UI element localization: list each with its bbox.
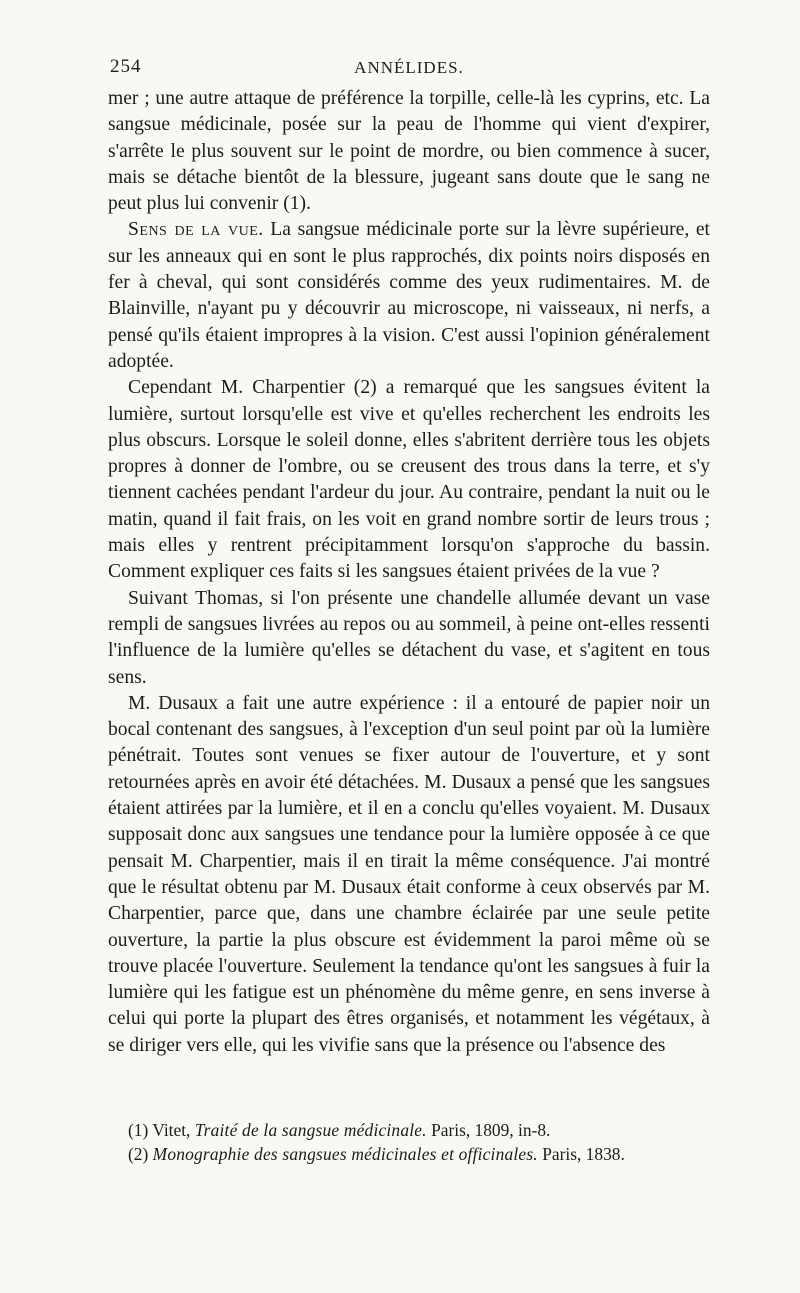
paragraph-2-text: La sangsue médicinale porte sur la lèvre supérieure, et sur les anneaux qui en sont le plus rapprochés, dix points noirs disposés en fer à cheval, qui sont considérés comme des yeux rudimentaires. M. de Blainville, n'ayant pu y découvrir au microscope, ni vaisseaux, ni nerfs, a pensé qu'ils étaient impropres à la vision. C'est aussi l'opinion généralement adoptée. [108, 219, 710, 372]
page-number: 254 [110, 56, 142, 77]
paragraph-4: Suivant Thomas, si l'on présente une chandelle allumée devant un vase rempli de sangsues livrées au repos ou au sommeil, à peine ont-elles ressenti l'influence de la lumière qu'elles se détachent du vase, et s'agitent en tous sens. [108, 587, 710, 688]
footnote-publication: Paris, 1838. [537, 1144, 625, 1164]
paragraph-2 [108, 217, 710, 375]
paragraph-3: Cependant M. Charpentier (2) a remarqué que les sangsues évitent la lumière, surtout lorsqu'elle est vive et qu'elles recherchent les endroits les plus obscurs. Lorsque le soleil donne, elles s'abritent derrière tous les objets propres à donner de l'ombre, ou se creusent des trous dans la terre, et s'y tiennent cachées pendant l'ardeur du jour. Au contraire, pendant la nuit ou le matin, quand il fait frais, on les voit en grand nombre sortir de leurs trous ; mais elles y rentrent précipitamment lorsqu'on s'approche du bassin. Comment expliquer ces faits si les sangsues étaient privées de la vue ? [108, 377, 710, 583]
footnote-title: Traité de la sangsue médicinale. [194, 1120, 427, 1140]
footnote-1 [128, 1118, 625, 1142]
running-title: ANNÉLIDES. [354, 58, 464, 77]
footnote-title: Monographie des sangsues médicinales et officinales. [152, 1144, 538, 1164]
paragraph-1: mer ; une autre attaque de préférence la torpille, celle-là les cyprins, etc. La sangsue médicinale, posée sur la peau de l'homme qui vient d'expirer, s'arrête le plus souvent sur le point de mordre, ou bien commence à sucer, mais se détache bientôt de la blessure, jugeant sans doute que le sang ne peut plus lui convenir (1). [108, 88, 710, 215]
footnote-publication: Paris, 1809, in-8. [426, 1120, 551, 1140]
footnote-marker: (1) [128, 1120, 149, 1140]
footnote-author: Vitet, [148, 1120, 195, 1140]
body-text [108, 86, 710, 1059]
footnote-2 [128, 1142, 625, 1166]
paragraph-5: M. Dusaux a fait une autre expérience : il a entouré de papier noir un bocal contenant des sangsues, à l'exception d'un seul point par où la lumière pénétrait. Toutes sont venues se fixer autour de l'ouverture, et y sont retournées après en avoir été détachées. M. Dusaux a pensé que les sangsues étaient attirées par la lumière, et il en a conclu qu'elles voyaient. M. Dusaux supposait donc aux sangsues une tendance pour la lumière opposée à ce que pensait M. Charpentier, mais il en tirait la même conséquence. J'ai montré que le résultat obtenu par M. Dusaux était conforme à ceux observés par M. Charpentier, parce que, dans une chambre éclairée par une seule petite ouverture, la partie la plus obscure est évidemment la paroi même où se trouve placée l'ouverture. Seulement la tendance qu'ont les sangsues à fuir la lumière qui les fatigue est un phénomène du même genre, en sens inverse à celui qui porte la plupart des êtres organisés, et notamment les végétaux, à se diriger vers elle, qui les vivifie sans que la présence ou l'absence des [108, 692, 710, 1056]
page [108, 56, 710, 1059]
section-heading-sens-de-la-vue: Sens de la vue. [128, 219, 264, 241]
page-header [108, 56, 710, 86]
footnotes [128, 1118, 625, 1166]
footnote-marker: (2) [128, 1144, 149, 1164]
